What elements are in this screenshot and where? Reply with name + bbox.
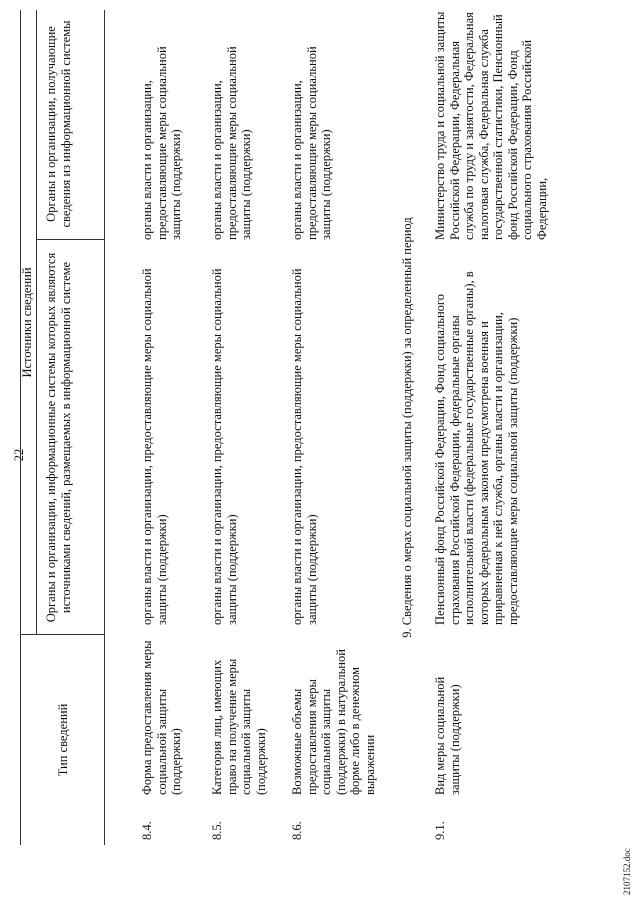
header-sources-label: Источники сведений: [20, 267, 34, 378]
row-8-4-type: Форма предоставления меры социальной защиты (поддержки): [140, 640, 183, 795]
header-sources-rule: [36, 10, 37, 635]
page-number: 22: [12, 448, 26, 462]
row-8-5-recipients: органы власти и организации, предоставляющие меры социальной защиты (поддержки): [210, 46, 253, 240]
row-8-4-providers: органы власти и организации, предоставляющие меры социальной защиты (поддержки): [140, 268, 169, 625]
footer-doc-code: 2107152.doc: [622, 848, 632, 895]
row-8-6-type: Возможные объемы предоставления меры социальной защиты (поддержки) в натуральной форме либо в денежном выражении: [290, 649, 377, 795]
row-8-5-num: 8.5.: [210, 821, 224, 840]
row-8-6-recipients: органы власти и организации, предоставляющие меры социальной защиты (поддержки): [290, 46, 333, 240]
header-divider-recipients: [36, 239, 104, 240]
row-9-1-providers: Пенсионный фонд Российской Федерации, Фонд социального страхования Российской Федерации, федеральные органы исполнительной власти (федеральные государственные органы), в которых федеральным законом предусмотрена военная и приравненная к ней служба, органы власти и организации, предоставляющие меры социальной защиты (поддержки): [433, 271, 520, 625]
row-8-6-num: 8.6.: [290, 821, 304, 840]
row-9-1-num: 9.1.: [433, 821, 447, 840]
row-9-1-type: Вид меры социальной защиты (поддержки): [433, 676, 462, 795]
row-8-5-type: Категория лиц, имеющих право на получение меры социальной защиты (поддержки): [210, 658, 268, 795]
header-providers-label: Органы и организации, информационные системы которых являются источниками сведений, размещаемых в информационной системе: [44, 252, 73, 623]
row-8-4-recipients: органы власти и организации, предоставляющие меры социальной защиты (поддержки): [140, 46, 183, 240]
row-8-4-num: 8.4.: [140, 821, 154, 840]
row-9-1-recipients: Министерство труда и социальной защиты Российской Федерации, Федеральная служба по труду и занятости, Федеральная налоговая служба, Федеральная служба государственной статистики, Пенсионный фонд Российской Федерации, Фонд социального страхования Российской Федерации,: [433, 11, 549, 240]
section-9-title: 9. Сведения о мерах социальной защиты (поддержки) за определенный период: [400, 217, 414, 638]
header-recipients-label: Органы и организации, получающие сведения из информационной системы: [44, 20, 73, 228]
table-header-bottom-rule: [104, 10, 105, 845]
row-8-5-providers: органы власти и организации, предоставляющие меры социальной защиты (поддержки): [210, 268, 239, 625]
header-type-label: Тип сведений: [56, 703, 70, 777]
row-8-6-providers: органы власти и организации, предоставляющие меры социальной защиты (поддержки): [290, 268, 319, 625]
